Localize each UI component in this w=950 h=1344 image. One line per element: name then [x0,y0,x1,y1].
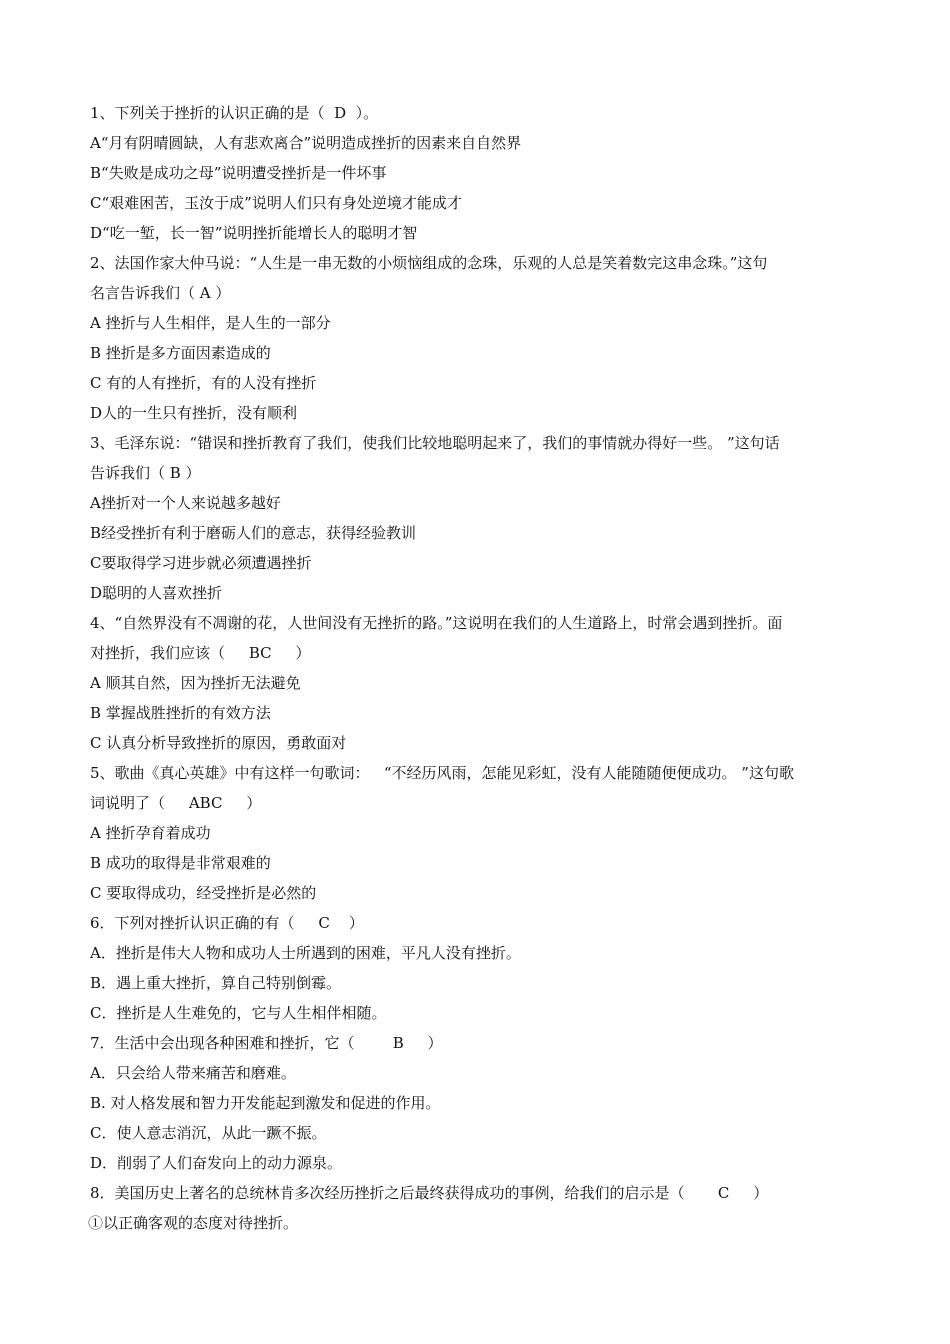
question-list [90,98,870,1238]
text-line: A 挫折孕育着成功 [90,824,211,842]
text-line: A．只会给人带来痛苦和磨难。 [90,1064,296,1082]
text-line: C 认真分析导致挫折的原因，勇敢面对 [90,734,347,752]
text-line: B. 对人格发展和智力开发能起到激发和促进的作用。 [90,1094,441,1112]
text-line: C 有的人有挫折，有的人没有挫折 [90,374,317,392]
text-line: A挫折对一个人来说越多越好 [90,494,281,512]
text-line: 1、下列关于挫折的认识正确的是（ D ）。 [90,104,379,122]
text-line: A 顺其自然，因为挫折无法避免 [90,674,301,692]
text-line: C要取得学习进步就必须遭遇挫折 [90,554,312,572]
text-line: B 挫折是多方面因素造成的 [90,344,271,362]
text-line: ①以正确客观的态度对待挫折。 [88,1214,299,1232]
text-line: C“艰难困苦，玉汝于成”说明人们只有身处逆境才能成才 [90,194,462,212]
text-line: C．使人意志消沉，从此一蹶不振。 [90,1124,327,1142]
text-line: 6．下列对挫折认识正确的有（ C ） [90,914,364,932]
text-line: D聪明的人喜欢挫折 [90,584,223,602]
text-line: 4、“自然界没有不凋谢的花，人世间没有无挫折的路。”这说明在我们的人生道路上，时常会遇到挫折。面 [90,614,783,632]
text-line: 词说明了（ ABC ） [90,794,262,812]
text-line: 3、毛泽东说：“错误和挫折教育了我们，使我们比较地聪明起来了，我们的事情就办得好一些。 ”这句话 [90,434,780,452]
text-line: B．遇上重大挫折，算自己特别倒霉。 [90,974,342,992]
text-line: 对挫折，我们应该（ BC ） [90,644,311,662]
text-line: B经受挫折有利于磨砺人们的意志，获得经验教训 [90,524,417,542]
text-line: D．削弱了人们奋发向上的动力源泉。 [90,1154,343,1172]
text-line: C 要取得成功，经受挫折是必然的 [90,884,317,902]
text-line: B“失败是成功之母”说明遭受挫折是一件坏事 [90,164,387,182]
text-line: B 掌握战胜挫折的有效方法 [90,704,271,722]
text-line: A“月有阴晴圆缺，人有悲欢离合”说明造成挫折的因素来自自然界 [90,134,522,152]
text-line: 2、法国作家大仲马说：“人生是一串无数的小烦恼组成的念珠，乐观的人总是笑着数完这串念珠。”这句 [90,254,768,272]
text-line: 5、歌曲《真心英雄》中有这样一句歌词： “不经历风雨，怎能见彩虹，没有人能随随便便成功。 ”这句歌 [90,764,794,782]
text-line: C．挫折是人生难免的，它与人生相伴相随。 [90,1004,387,1022]
text-line: 名言告诉我们（ A ） [90,284,231,302]
text-line: 8．美国历史上著名的总统林肯多次经历挫折之后最终获得成功的事例，给我们的启示是（ C ） [90,1184,769,1202]
text-line: 告诉我们（ B ） [90,464,201,482]
text-line: A 挫折与人生相伴，是人生的一部分 [90,314,331,332]
text-line: D人的一生只有挫折，没有顺利 [90,404,298,422]
text-line: 7．生活中会出现各种困难和挫折，它（ B ） [90,1034,443,1052]
text-line: A．挫折是伟大人物和成功人士所遇到的困难，平凡人没有挫折。 [90,944,521,962]
text-line: D“吃一堑，长一智”说明挫折能增长人的聪明才智 [90,224,418,242]
text-line: B 成功的取得是非常艰难的 [90,854,271,872]
